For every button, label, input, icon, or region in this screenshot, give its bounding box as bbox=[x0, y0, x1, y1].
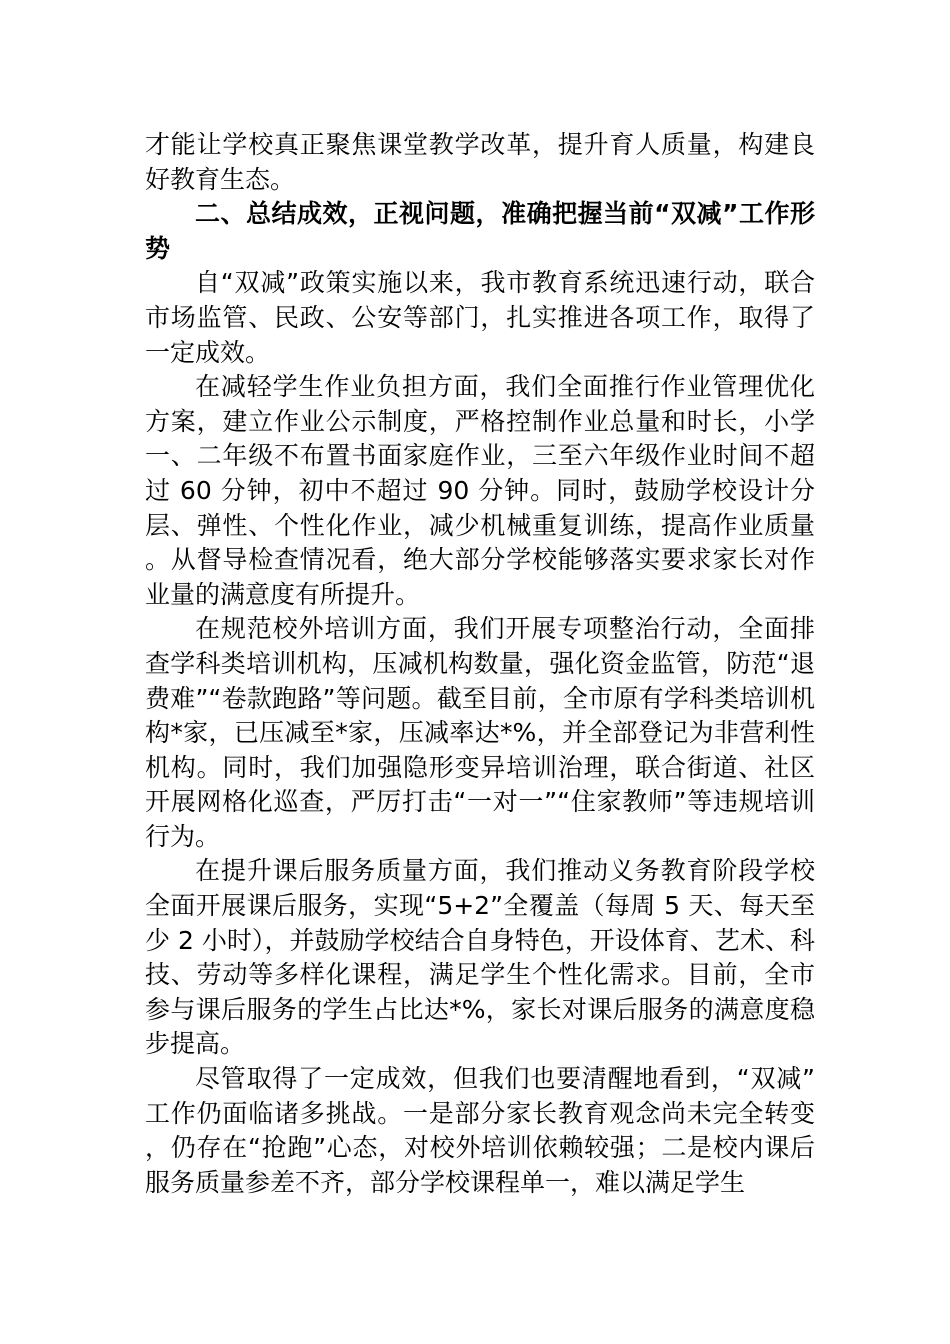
document-body bbox=[145, 128, 815, 1200]
paragraph-after-school: 在提升课后服务质量方面，我们推动义务教育阶段学校全面开展课后服务，实现“5+2”全覆盖（每周 5 天、每天至少 2 小时），并鼓励学校结合自身特色，开设体育、艺术、科技、劳动等多样化课程，满足学生个性化需求。目前，全市参与课后服务的学生占比达*%，家长对课后服务的满意度稳步提高。 bbox=[145, 856, 815, 1059]
paragraph-training: 在规范校外培训方面，我们开展专项整治行动，全面排查学科类培训机构，压减机构数量，强化资金监管，防范“退费难”“卷款跑路”等问题。截至目前，全市原有学科类培训机构*家，已压减至*家，压减率达*%，并全部登记为非营利性机构。同时，我们加强隐形变异培训治理，联合街道、社区开展网格化巡查，严厉打击“一对一”“住家教师”等违规培训行为。 bbox=[145, 614, 815, 851]
paragraph-challenges: 尽管取得了一定成效，但我们也要清醒地看到，“双减”工作仍面临诸多挑战。一是部分家长教育观念尚未完全转变，仍存在“抢跑”心态，对校外培训依赖较强；二是校内课后服务质量参差不齐，部分学校课程单一，难以满足学生 bbox=[145, 1064, 815, 1197]
section-heading: 二、总结成效，正视问题，准确把握当前“双减”工作形势 bbox=[145, 199, 815, 263]
paragraph-intro: 自“双减”政策实施以来，我市教育系统迅速行动，联合市场监管、民政、公安等部门，扎实推进各项工作，取得了一定成效。 bbox=[145, 268, 815, 367]
paragraph-homework: 在减轻学生作业负担方面，我们全面推行作业管理优化方案，建立作业公示制度，严格控制作业总量和时长，小学一、二年级不布置书面家庭作业，三至六年级作业时间不超过 60 分钟，初中不超过 90 分钟。同时，鼓励学校设计分层、弹性、个性化作业，减少机械重复训练，提高作业质量。从督导检查情况看，绝大部分学校能够落实要求家长对作业量的满意度有所提升。 bbox=[145, 372, 815, 609]
paragraph-continuation: 才能让学校真正聚焦课堂教学改革，提升育人质量，构建良好教育生态。 bbox=[145, 130, 815, 194]
